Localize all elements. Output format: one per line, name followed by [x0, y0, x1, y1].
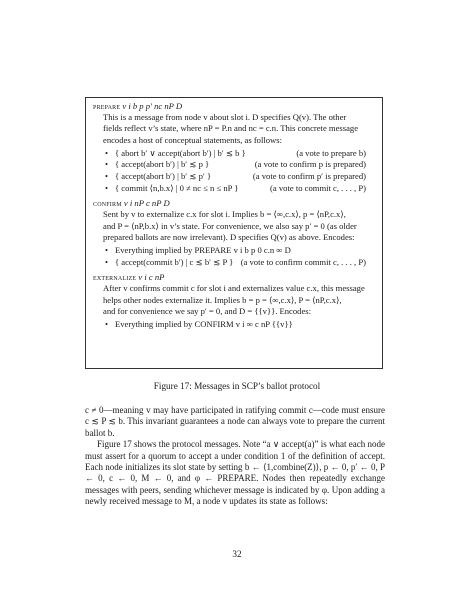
externalize-desc-line: helps other nodes externalize it. Implies b = p = ⟨∞,c.x⟩, P = ⟨nP,c.x⟩,	[103, 294, 342, 305]
body-text	[85, 405, 385, 508]
externalize-keyword: externalize	[93, 272, 137, 283]
prepare-bullet: • { abort b′ ∨ accept(abort b′) | b′ ≲ b } (a vote to prepare b)	[93, 148, 376, 160]
prepare-args: v i b p p′ nc nP D	[122, 101, 183, 111]
confirm-bullet: • { accept(commit b′) | c ≲ b′ ≲ P } (a vote to confirm commit c, . . . , P)	[93, 257, 376, 269]
externalize-bullets	[93, 319, 376, 331]
externalize-header	[93, 272, 376, 283]
externalize-desc-line: and for convenience we say p′ = 0, and D = {{v}}. Encodes:	[103, 305, 312, 316]
figure-17-box	[85, 97, 383, 369]
body-paragraph: Figure 17 shows the protocol messages. Note “a ∨ accept(a)” is what each node must assert for a quorum to accept a under condition 1 of the definition of accept. Each node initializes its slot state by setting b ← ⟨1,combine(Z)⟩, p ← 0, p′ ← 0, P ← 0, c ← 0, M ← 0, and φ ← PREPARE. Nodes then repeatedly exchange messages with peers, sending whichever message is indicated by φ. Upon adding a newly received message to M, a node v updates its state as follows:	[85, 439, 385, 507]
prepare-header	[93, 101, 376, 112]
externalize-desc-line: After v confirms commit c for slot i and externalizes value c.x, this message	[103, 283, 365, 294]
confirm-desc-line: prepared ballots are now irrelevant). D specifies Q(v) as above. Encodes:	[103, 231, 355, 242]
prepare-bullets	[93, 148, 376, 194]
confirm-bullet: • Everything implied by PREPARE v i b p 0 c.n ∞ D	[93, 245, 376, 257]
prepare-desc-line: encodes a host of conceptual statements, as follows:	[103, 134, 282, 145]
externalize-bullet: • Everything implied by CONFIRM v i ∞ c nP {{v}}	[93, 319, 376, 331]
externalize-description	[93, 283, 376, 317]
page-number: 32	[232, 549, 242, 559]
confirm-header	[93, 198, 376, 209]
externalize-args: v i c nP	[138, 272, 165, 283]
figure-caption: Figure 17: Messages in SCP’s ballot protocol	[153, 381, 321, 391]
prepare-keyword: prepare	[93, 101, 121, 111]
prepare-desc-line: This is a message from node v about slot i. D specifies Q(v). The other	[103, 112, 347, 123]
confirm-desc-line: Sent by v to externalize c.x for slot i. Implies b = ⟨∞,c.x⟩, p = ⟨nP,c.x⟩,	[103, 209, 346, 220]
prepare-description	[93, 112, 376, 146]
confirm-bullets	[93, 245, 376, 268]
confirm-keyword: confirm	[93, 198, 122, 209]
prepare-bullet: • { accept(abort b′) | b′ ≲ p } (a vote to confirm p is prepared)	[93, 159, 376, 171]
confirm-desc-line: and P = ⟨nP,b.x⟩ in v’s state. For convenience, we also say p′ = 0 (as older	[103, 220, 357, 231]
confirm-description	[93, 209, 376, 243]
body-paragraph: c ≠ 0—meaning v may have participated in ratifying commit c—code must ensure c ≲ P ≲ b. This invariant guarantees a node can always vote to prepare the current ballot b.	[85, 405, 385, 438]
prepare-bullet: • { commit ⟨n,b.x⟩ | 0 ≠ nc ≤ n ≤ nP } (a vote to commit c, . . . , P)	[93, 183, 376, 195]
prepare-desc-line: fields reflect v’s state, where nP = P.n and nc = c.n. This concrete message	[103, 123, 359, 134]
confirm-args: v i nP c nP D	[123, 198, 170, 209]
prepare-bullet: • { accept(abort b′) | b′ ≲ p′ } (a vote to confirm p′ is prepared)	[93, 171, 376, 183]
